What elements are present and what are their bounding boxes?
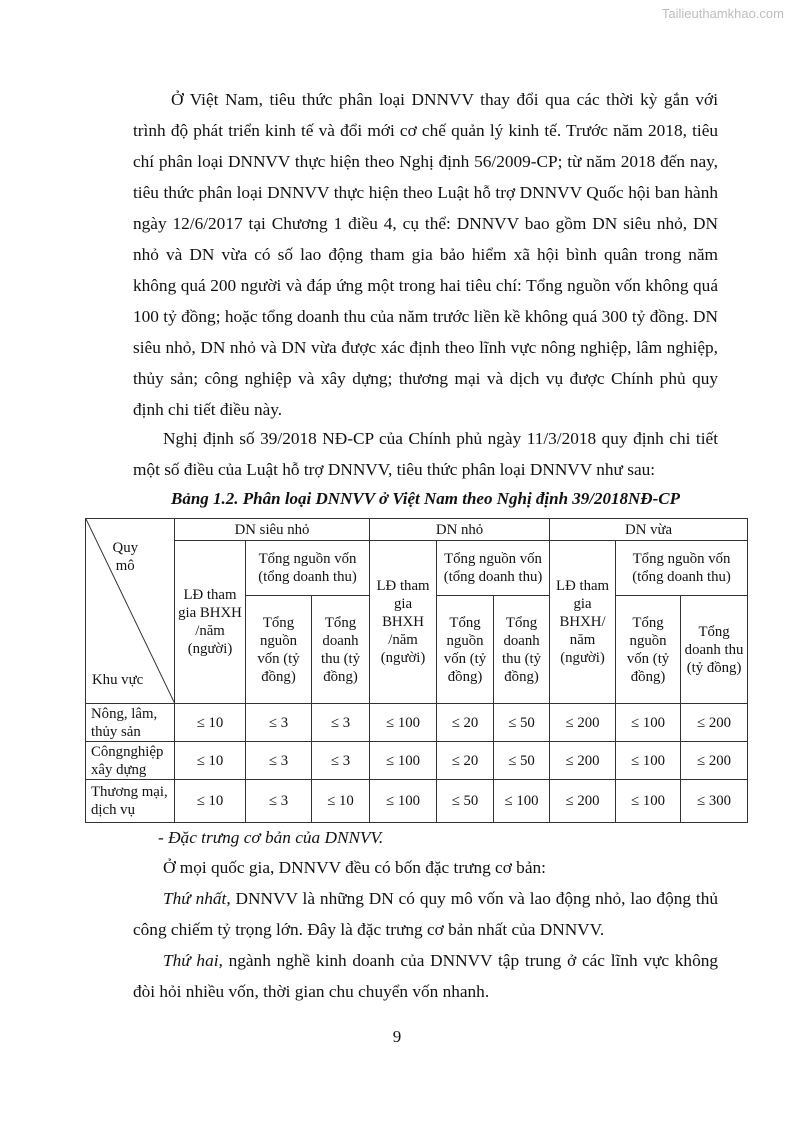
page-number: 9 [392,1027,402,1046]
capital-group-header-small: Tổng nguồn vốn (tổng doanh thu) [437,541,550,596]
table-row [86,704,748,742]
watermark: Tailieuthamkhao.com [661,6,784,21]
table-cell: ≤ 50 [494,704,550,742]
capital-group-header-medium: Tổng nguồn vốn (tổng doanh thu) [616,541,748,596]
table-cell: ≤ 3 [246,742,312,780]
table-cell: ≤ 3 [312,742,370,780]
first-lead: Thứ nhất [163,889,227,908]
sector-label: Nông, lâm, thủy sản [86,704,175,742]
group-header-medium: DN vừa [550,519,748,541]
capital-group-header-micro: Tổng nguồn vốn (tổng doanh thu) [246,541,370,596]
capital-header-medium: Tổng nguồn vốn (tỷ đồng) [616,596,681,704]
table-cell: ≤ 200 [550,704,616,742]
second-body: ngành nghề kinh doanh của DNNVV tập trung ở các lĩnh vực không đòi hỏi nhiều vốn, thời gian chu chuyển vốn nhanh. [133,951,718,1001]
table-row [86,780,748,823]
corner-scale-label: Quy mô [112,540,138,574]
table-row [86,742,748,780]
table-cell: ≤ 200 [550,742,616,780]
group-header-small: DN nhỏ [370,519,550,541]
table-cell: ≤ 3 [246,704,312,742]
table-cell: ≤ 100 [370,780,437,823]
first-body: , DNNVV là những DN có quy mô vốn và lao động nhỏ, lao động thủ công chiếm tỷ trọng lớn. Đây là đặc trưng cơ bản nhất của DNNVV. [133,889,718,939]
table-cell: ≤ 3 [312,704,370,742]
table-cell: ≤ 100 [494,780,550,823]
table-cell: ≤ 100 [370,742,437,780]
labor-header-micro: LĐ tham gia BHXH /năm (người) [175,541,246,704]
capital-header-small: Tổng nguồn vốn (tỷ đồng) [437,596,494,704]
table-cell: ≤ 200 [550,780,616,823]
table-cell: ≤ 100 [616,704,681,742]
labor-header-medium: LĐ tham gia BHXH/ năm (người) [550,541,616,704]
paragraph-first-characteristic [133,883,718,945]
revenue-header-medium: Tổng doanh thu (tỷ đồng) [681,596,748,704]
table-cell: ≤ 20 [437,704,494,742]
table-cell: ≤ 200 [681,742,748,780]
table-cell: ≤ 10 [175,704,246,742]
section-heading: - Đặc trưng cơ bản của DNNVV. [158,828,384,847]
group-header-micro: DN siêu nhỏ [175,519,370,541]
table-cell: ≤ 50 [494,742,550,780]
table-cell: ≤ 100 [370,704,437,742]
table-cell: ≤ 50 [437,780,494,823]
labor-header-small: LĐ tham gia BHXH /năm (người) [370,541,437,704]
second-lead: Thứ hai, [163,951,223,970]
revenue-header-micro: Tổng doanh thu (tỷ đồng) [312,596,370,704]
table-cell: ≤ 10 [175,742,246,780]
paragraph-classification-history: Ở Việt Nam, tiêu thức phân loại DNNVV thay đổi qua các thời kỳ gắn với trình độ phát triển kinh tế và đổi mới cơ chế quản lý kinh tế. Trước năm 2018, tiêu chí phân loại DNNVV thực hiện theo Nghị định 56/2009-CP; từ năm 2018 đến nay, tiêu thức phân loại DNNVV thực hiện theo Luật hỗ trợ DNNVV Quốc hội ban hành ngày 12/6/2017 tại Chương 1 điều 4, cụ thể: DNNVV bao gồm DN siêu nhỏ, DN nhỏ và DN vừa có số lao động tham gia bảo hiểm xã hội bình quân trong năm không quá 200 người và đáp ứng một trong hai tiêu chí: Tổng nguồn vốn không quá 100 tỷ đồng; hoặc tổng doanh thu của năm trước liền kề không quá 300 tỷ đồng. DN siêu nhỏ, DN nhỏ và DN vừa được xác định theo lĩnh vực nông nghiệp, lâm nghiệp, thủy sản; công nghiệp và xây dựng; thương mại và dịch vụ được Chính phủ quy định chi tiết điều này. [133,90,718,419]
revenue-header-small: Tổng doanh thu (tỷ đồng) [494,596,550,704]
table-corner-cell [86,519,175,704]
paragraph-decree-intro: Nghị định số 39/2018 NĐ-CP của Chính phủ ngày 11/3/2018 quy định chi tiết một số điều của Luật hỗ trợ DNNVV, tiêu thức phân loại DNNVV như sau: [133,429,718,479]
sector-label: Thương mại, dịch vụ [86,780,175,823]
table-cell: ≤ 10 [175,780,246,823]
table-cell: ≤ 100 [616,780,681,823]
table-cell: ≤ 20 [437,742,494,780]
sector-label: Côngnghiệp xây dựng [86,742,175,780]
table-cell: ≤ 3 [246,780,312,823]
table-cell: ≤ 10 [312,780,370,823]
paragraph-second-characteristic [133,945,718,1007]
sme-classification-table [85,518,748,823]
table-caption: Bảng 1.2. Phân loại DNNVV ở Việt Nam theo Nghị định 39/2018NĐ-CP [171,489,680,508]
capital-header-micro: Tổng nguồn vốn (tỷ đồng) [246,596,312,704]
table-cell: ≤ 200 [681,704,748,742]
corner-sector-label: Khu vực [92,672,144,688]
table-cell: ≤ 100 [616,742,681,780]
paragraph-four-characteristics: Ở mọi quốc gia, DNNVV đều có bốn đặc trưng cơ bản: [163,858,546,877]
table-cell: ≤ 300 [681,780,748,823]
